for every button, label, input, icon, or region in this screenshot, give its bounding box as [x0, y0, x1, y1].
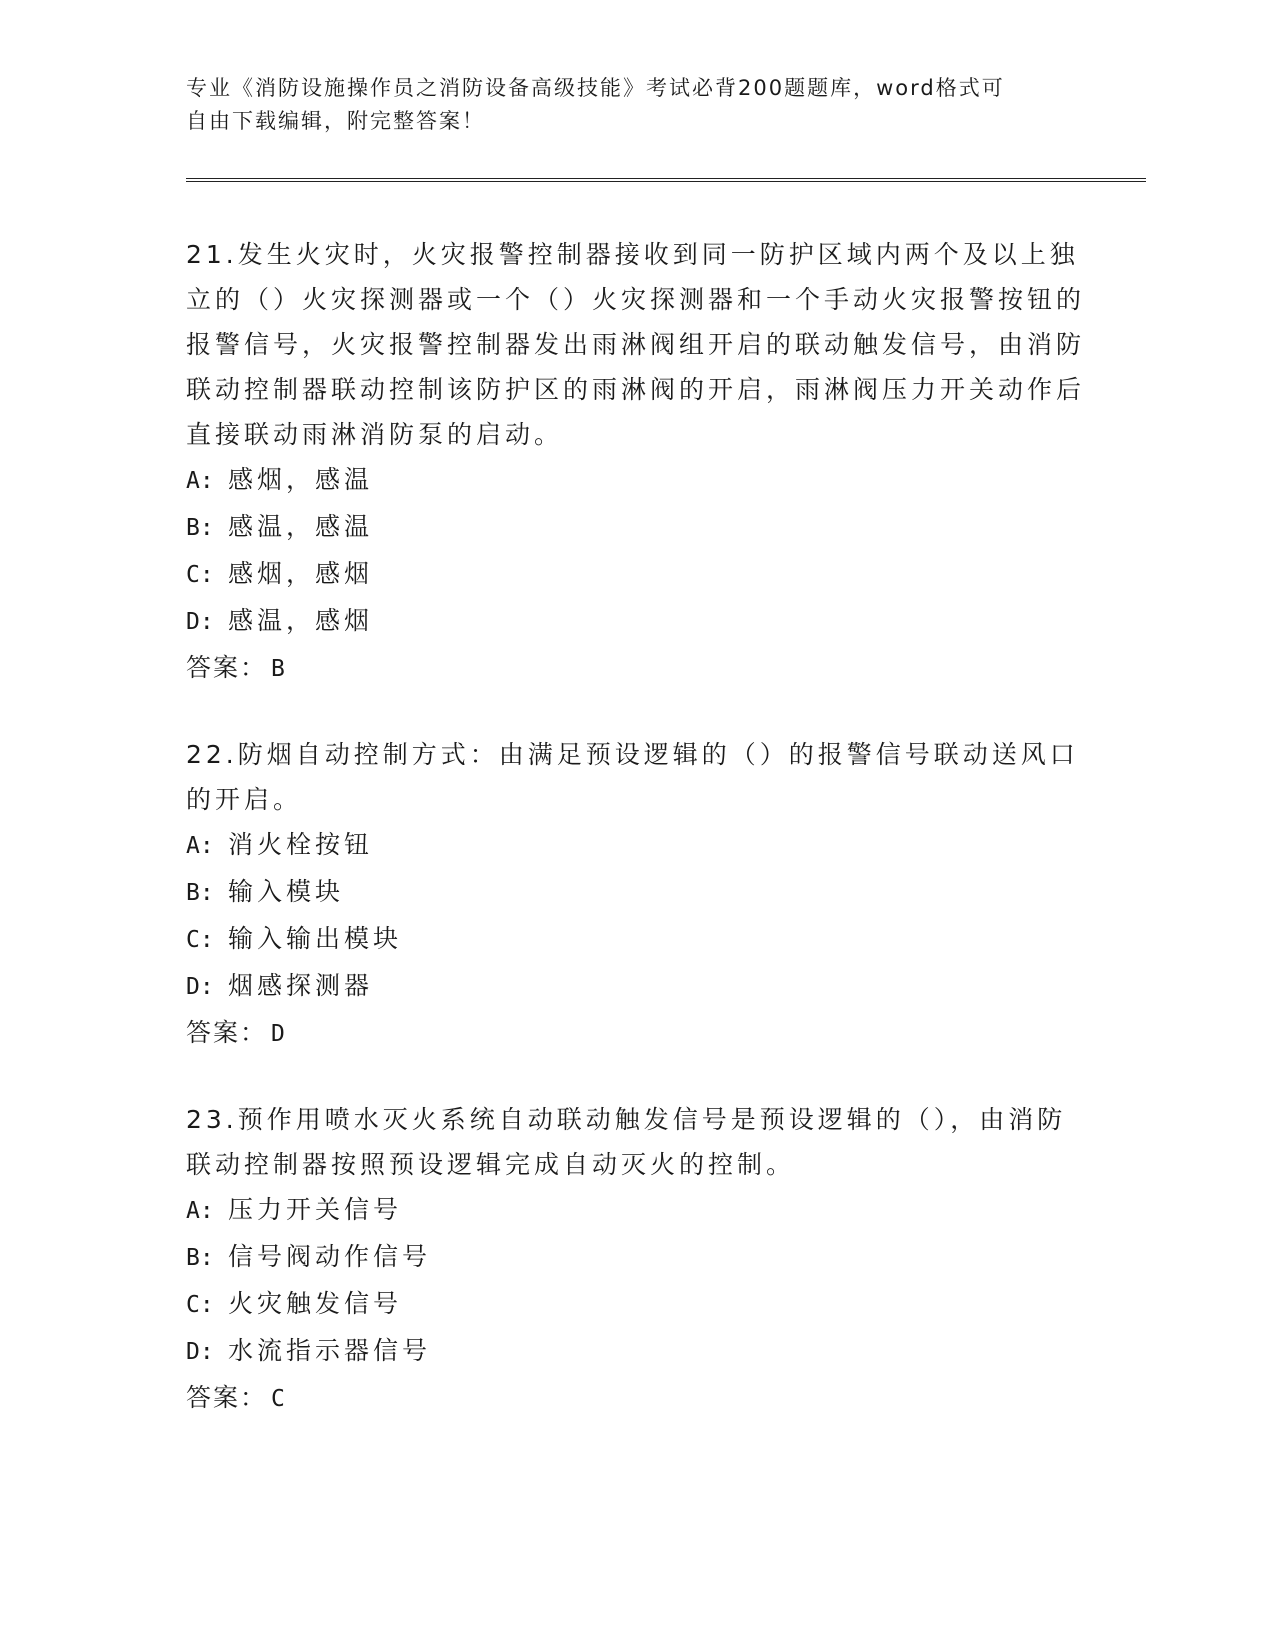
option-letter: A:: [186, 833, 214, 859]
question-21: [186, 232, 1086, 692]
option-letter: C:: [186, 562, 214, 588]
option-text: 烟感探测器: [228, 971, 374, 1000]
option-letter: A:: [186, 1198, 214, 1224]
option-d: [186, 598, 1086, 645]
option-text: 感温，感烟: [228, 606, 374, 635]
option-text: 输入模块: [228, 877, 345, 906]
option-c: [186, 1281, 1086, 1328]
option-letter: C:: [186, 927, 214, 953]
option-letter: D:: [186, 974, 214, 1000]
option-a: [186, 457, 1086, 504]
option-d: [186, 1328, 1086, 1375]
header-line-2: 自由下载编辑，附完整答案！: [186, 109, 485, 133]
header-line-1: 专业《消防设施操作员之消防设备高级技能》考试必背200题题库，word格式可: [186, 76, 1005, 100]
question-text: 22.防烟自动控制方式：由满足预设逻辑的（）的报警信号联动送风口的开启。: [186, 740, 1079, 814]
answer-line: [186, 645, 1086, 692]
option-a: [186, 822, 1086, 869]
question-text: 23.预作用喷水灭火系统自动联动触发信号是预设逻辑的（），由消防联动控制器按照预设逻辑完成自动灭火的控制。: [186, 1105, 1067, 1179]
option-c: [186, 916, 1086, 963]
option-text: 感烟，感温: [228, 465, 374, 494]
answer-label: 答案：: [186, 1018, 268, 1047]
answer-value: C: [271, 1386, 287, 1412]
option-a: [186, 1187, 1086, 1234]
option-text: 压力开关信号: [228, 1195, 403, 1224]
option-letter: B:: [186, 880, 214, 906]
header-divider: [186, 178, 1146, 182]
page-header: [186, 72, 1086, 138]
answer-value: B: [271, 656, 287, 682]
option-c: [186, 551, 1086, 598]
option-text: 感温，感温: [228, 512, 374, 541]
option-letter: D:: [186, 609, 214, 635]
question-list: [186, 232, 1086, 1462]
option-text: 水流指示器信号: [228, 1336, 432, 1365]
option-letter: B:: [186, 515, 214, 541]
option-letter: C:: [186, 1292, 214, 1318]
option-text: 消火栓按钮: [228, 830, 374, 859]
answer-line: [186, 1010, 1086, 1057]
option-text: 信号阀动作信号: [228, 1242, 432, 1271]
option-text: 火灾触发信号: [228, 1289, 403, 1318]
question-23: [186, 1097, 1086, 1422]
answer-value: D: [271, 1021, 287, 1047]
question-22: [186, 732, 1086, 1057]
answer-label: 答案：: [186, 1383, 268, 1412]
option-b: [186, 1234, 1086, 1281]
option-letter: B:: [186, 1245, 214, 1271]
option-letter: D:: [186, 1339, 214, 1365]
option-d: [186, 963, 1086, 1010]
question-text: 21.发生火灾时，火灾报警控制器接收到同一防护区域内两个及以上独立的（）火灾探测器或一个（）火灾探测器和一个手动火灾报警按钮的报警信号，火灾报警控制器发出雨淋阀组开启的联动触发信号，由消防联动控制器联动控制该防护区的雨淋阀的开启，雨淋阀压力开关动作后直接联动雨淋消防泵的启动。: [186, 240, 1086, 449]
option-letter: A:: [186, 468, 214, 494]
option-b: [186, 504, 1086, 551]
answer-label: 答案：: [186, 653, 268, 682]
option-text: 感烟，感烟: [228, 559, 374, 588]
answer-line: [186, 1375, 1086, 1422]
option-b: [186, 869, 1086, 916]
option-text: 输入输出模块: [228, 924, 403, 953]
